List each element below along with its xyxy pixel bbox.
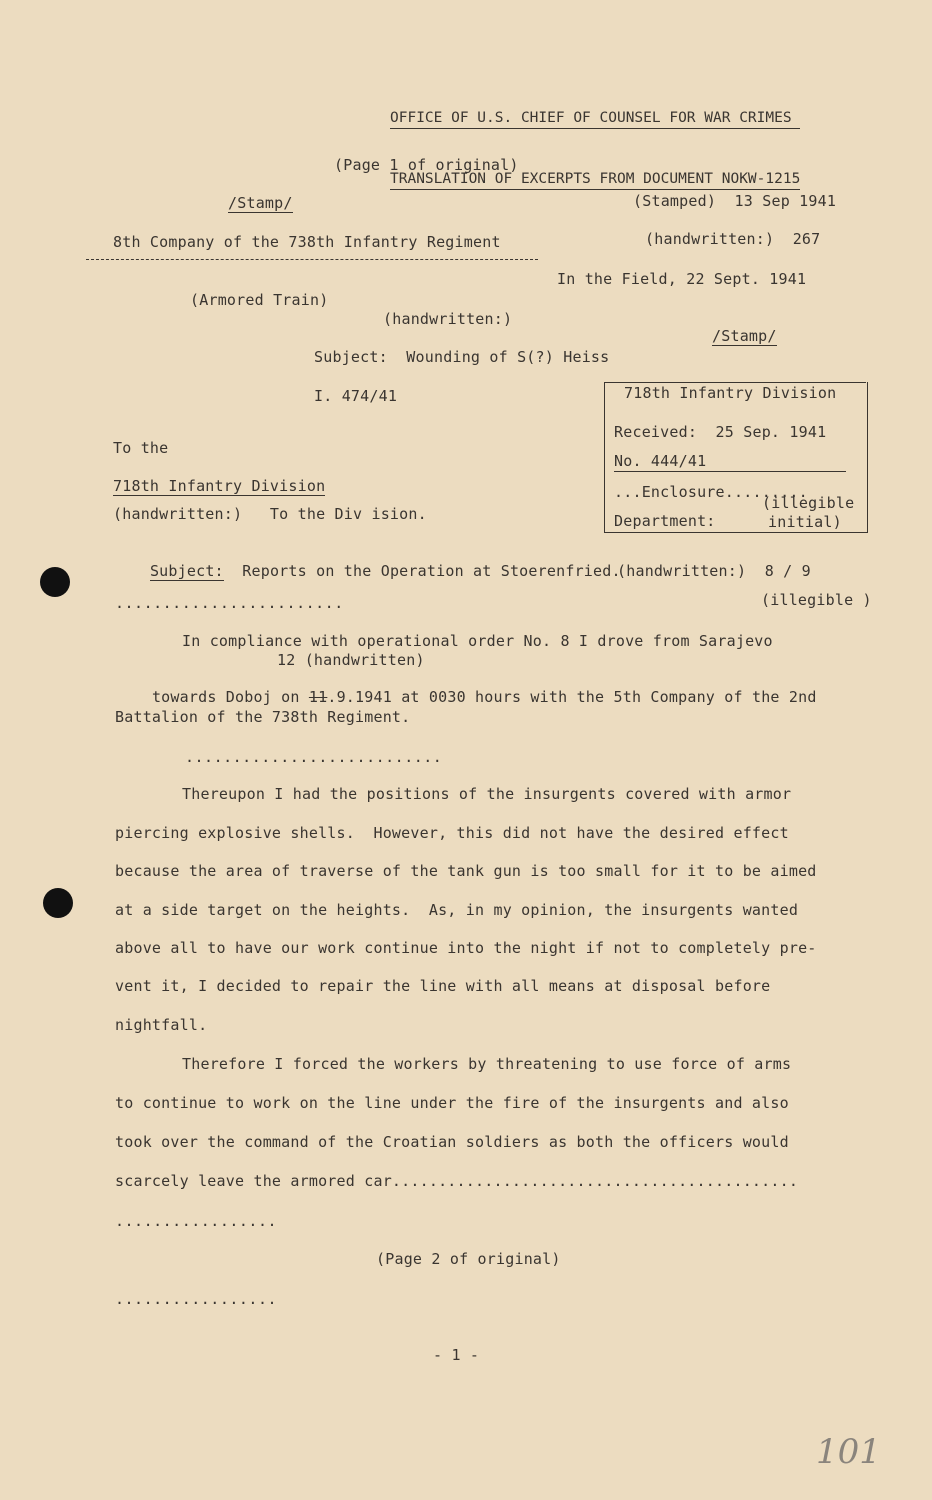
- stamped-date: (Stamped) 13 Sep 1941: [633, 192, 837, 210]
- stamp-division: 718th Infantry Division: [624, 384, 837, 402]
- para2-line1: Thereupon I had the positions of the insurgents covered with armor: [182, 785, 792, 803]
- stamp-illegible-2: initial): [768, 513, 842, 531]
- stamp-department: Department:: [614, 512, 716, 530]
- ellipsis-row-2: ...........................: [185, 748, 443, 766]
- subject-wounding: Subject: Wounding of S(?) Heiss: [314, 348, 610, 366]
- pencil-page-number: 101: [816, 1432, 881, 1472]
- header-line-1: OFFICE OF U.S. CHIEF OF COUNSEL FOR WAR CRIMES: [390, 108, 800, 129]
- stamp-right: /Stamp/: [712, 327, 777, 345]
- para2-line6: vent it, I decided to repair the line with all means at disposal before: [115, 977, 771, 995]
- handwritten-267: (handwritten:) 267: [645, 230, 821, 248]
- punch-hole-2: [43, 888, 73, 918]
- company-line: 8th Company of the 738th Infantry Regiment: [113, 233, 501, 251]
- para1-line3: Battalion of the 738th Regiment.: [115, 708, 411, 726]
- subject-label: Subject:: [149, 562, 224, 580]
- stamp-rule: [614, 471, 846, 472]
- para3-line1: Therefore I forced the workers by threatening to use force of arms: [182, 1055, 792, 1073]
- para2-line3: because the area of traverse of the tank gun is too small for it to be aimed: [115, 862, 817, 880]
- para3-line3: took over the command of the Croatian soldiers as both the officers would: [115, 1133, 789, 1151]
- in-the-field-date: In the Field, 22 Sept. 1941: [557, 270, 807, 288]
- stamp-received: Received: 25 Sep. 1941: [614, 423, 827, 441]
- stamp-illegible-1: (illegible: [762, 494, 855, 512]
- stamp-enclosure: ...Enclosure.........: [614, 483, 808, 501]
- ellipsis-row-4: .................: [115, 1290, 278, 1308]
- page-1-of-original: (Page 1 of original): [334, 156, 519, 174]
- para1-line1: In compliance with operational order No. 8 I drove from Sarajevo: [182, 632, 773, 650]
- handwritten-8-9: (handwritten:) 8 / 9: [617, 562, 811, 580]
- para3-line2: to continue to work on the line under the fire of the insurgents and also: [115, 1094, 789, 1112]
- para3-line4: scarcely leave the armored car............................................: [115, 1172, 799, 1190]
- punch-hole-1: [40, 567, 70, 597]
- illegible-note: (illegible ): [761, 591, 872, 609]
- stamp-left: /Stamp/: [228, 194, 293, 212]
- recipient-division: 718th Infantry Division: [113, 477, 326, 495]
- header-line-2: TRANSLATION OF EXCERPTS FROM DOCUMENT NOKW-1215: [390, 169, 800, 190]
- stamp-number: No. 444/41: [614, 452, 707, 470]
- para2-line7: nightfall.: [115, 1016, 208, 1034]
- struck-date: 11: [308, 688, 328, 706]
- page-2-of-original: (Page 2 of original): [376, 1250, 561, 1268]
- para2-line5: above all to have our work continue into the night if not to completely pre-: [115, 939, 817, 957]
- para1-line2-end: .9.1941 at 0030 hours with the 5th Company of the 2nd: [327, 688, 817, 706]
- dashed-divider: [86, 259, 538, 260]
- to-the: To the: [113, 439, 169, 457]
- para2-line2: piercing explosive shells. However, this did not have the desired effect: [115, 824, 789, 842]
- ellipsis-row-3: .................: [115, 1212, 278, 1230]
- para1-line2-start: towards Doboj on: [151, 688, 309, 706]
- reference-number: I. 474/41: [314, 387, 398, 405]
- para1-interlinear: 12 (handwritten): [277, 651, 425, 669]
- handwritten-to-division: (handwritten:) To the Div ision.: [113, 505, 427, 523]
- para2-line4: at a side target on the heights. As, in my opinion, the insurgents wanted: [115, 901, 799, 919]
- subject-reports: Reports on the Operation at Stoerenfried.: [223, 562, 621, 580]
- handwritten-label: (handwritten:): [383, 310, 513, 328]
- ellipsis-row-1: ........................: [115, 594, 344, 612]
- page-number: - 1 -: [433, 1346, 480, 1364]
- armored-train: (Armored Train): [190, 291, 329, 309]
